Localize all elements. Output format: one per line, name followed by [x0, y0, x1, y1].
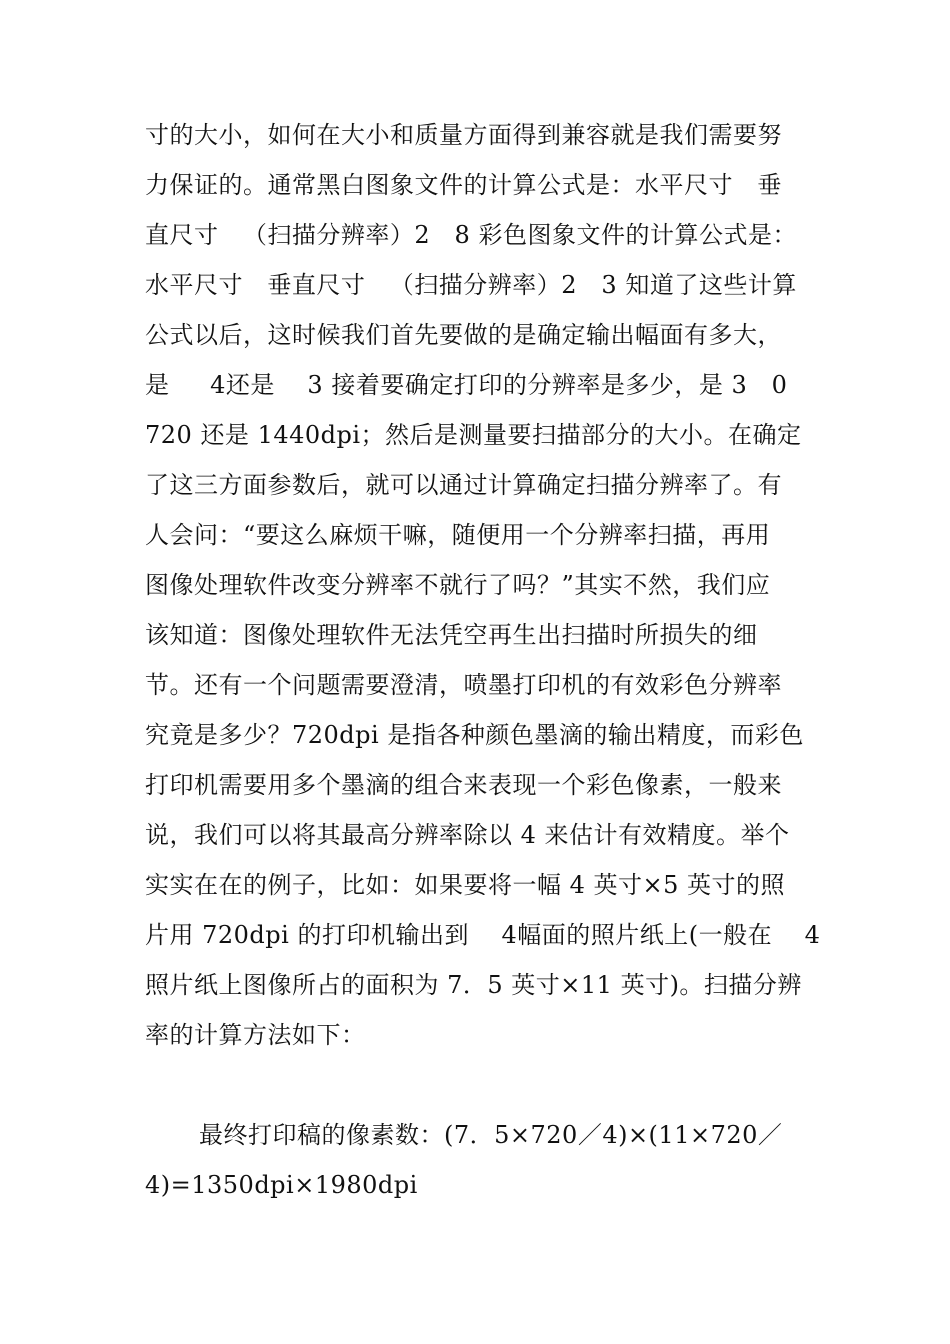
- text-line: 是 4还是 3 接着要确定打印的分辨率是多少，是 3 0: [145, 371, 788, 399]
- text-line: 该知道：图像处理软件无法凭空再生出扫描时所损失的细: [145, 621, 758, 649]
- text-line: 实实在在的例子，比如：如果要将一幅 4 英寸×5 英寸的照: [145, 871, 786, 899]
- text-line: 了这三方面参数后，就可以通过计算确定扫描分辨率了。有: [145, 471, 782, 499]
- text-line: 照片纸上图像所占的面积为 7．5 英寸×11 英寸)。扫描分辨: [145, 971, 802, 999]
- text-line: 直尺寸 （扫描分辨率）2 8 彩色图象文件的计算公式是：: [145, 221, 797, 249]
- text-line: 率的计算方法如下：: [145, 1021, 366, 1049]
- text-line: 说，我们可以将其最高分辨率除以 4 来估计有效精度。举个: [145, 821, 790, 849]
- text-line: 打印机需要用多个墨滴的组合来表现一个彩色像素，一般来: [145, 771, 782, 799]
- text-line: 图像处理软件改变分辨率不就行了吗？”其实不然，我们应: [145, 571, 771, 599]
- text-line: 寸的大小，如何在大小和质量方面得到兼容就是我们需要努: [145, 121, 782, 149]
- body-paragraph: [145, 110, 845, 1060]
- text-line: 720 还是 1440dpi；然后是测量要扫描部分的大小。在确定: [145, 421, 802, 449]
- text-line: 节。还有一个问题需要澄清，喷墨打印机的有效彩色分辨率: [145, 671, 782, 699]
- formula-line: 最终打印稿的像素数：(7．5×720／4)×(11×720／: [199, 1121, 783, 1149]
- formula-paragraph: [145, 1110, 845, 1210]
- text-line: 水平尺寸 垂直尺寸 （扫描分辨率）2 3 知道了这些计算: [145, 271, 797, 299]
- formula-line: 4)=1350dpi×1980dpi: [145, 1171, 418, 1199]
- text-line: 究竟是多少？720dpi 是指各种颜色墨滴的输出精度，而彩色: [145, 721, 804, 749]
- text-line: 片用 720dpi 的打印机输出到 4幅面的照片纸上(一般在 4: [145, 921, 821, 949]
- text-line: 人会问：“要这么麻烦干嘛，随便用一个分辨率扫描，再用: [145, 521, 771, 549]
- text-line: 公式以后，这时候我们首先要做的是确定输出幅面有多大，: [145, 321, 782, 349]
- text-line: 力保证的。通常黑白图象文件的计算公式是：水平尺寸 垂: [145, 171, 782, 199]
